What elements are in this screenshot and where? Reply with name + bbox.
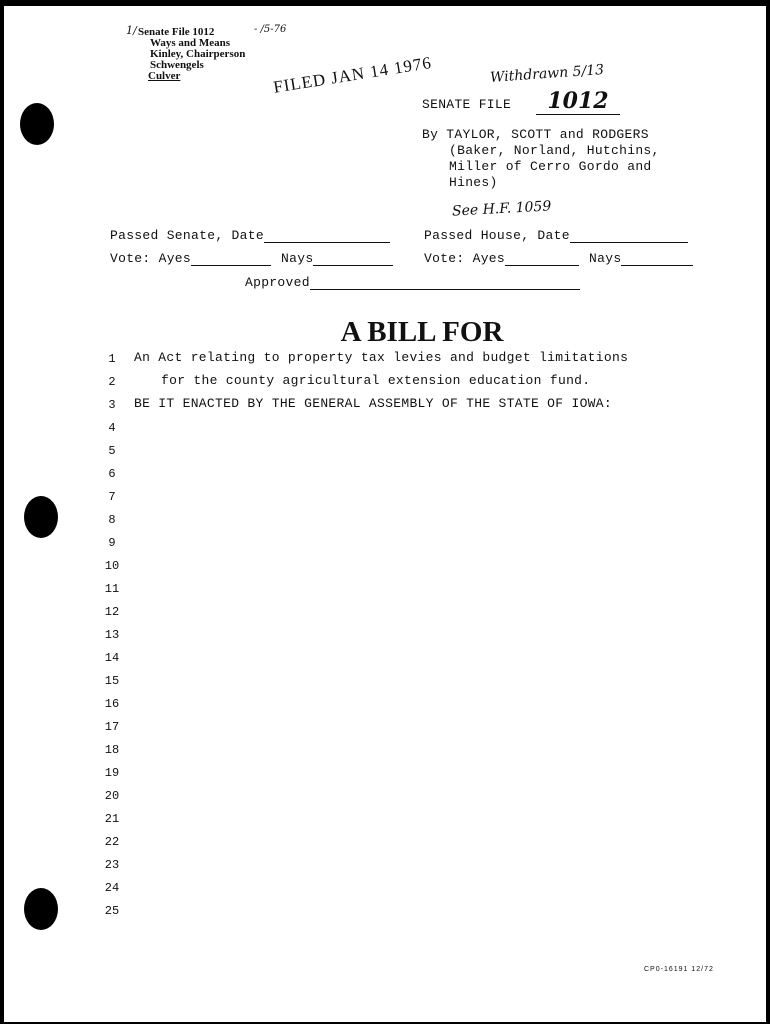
line-number: 17 — [104, 720, 120, 734]
punch-hole — [24, 888, 58, 930]
bill-line: An Act relating to property tax levies and budget limitations — [134, 350, 629, 365]
line-number: 12 — [104, 605, 120, 619]
line-number: 11 — [104, 582, 120, 596]
sponsor-line: Hines) — [449, 175, 498, 190]
line-number: 22 — [104, 835, 120, 849]
line-number: 25 — [104, 904, 120, 918]
sponsor-line: By TAYLOR, SCOTT and RODGERS — [422, 127, 649, 142]
line-number: 3 — [108, 398, 116, 412]
signature-line — [264, 242, 390, 243]
house-nays-label: Nays — [589, 251, 622, 266]
document-page — [4, 6, 766, 1022]
signature-line — [505, 265, 579, 266]
withdrawn-note: Withdrawn 5/13 — [489, 62, 605, 86]
line-number: 18 — [104, 743, 120, 757]
line-number: 10 — [104, 559, 120, 573]
passed-senate-row — [110, 228, 390, 243]
house-vote-row — [424, 251, 693, 266]
committee-name: Ways and Means — [150, 37, 231, 49]
signature-line — [313, 265, 393, 266]
sponsor-line: (Baker, Norland, Hutchins, — [449, 143, 660, 158]
passed-house-label: Passed House, Date — [424, 228, 570, 243]
signature-line — [621, 265, 693, 266]
passed-house-row — [424, 228, 688, 243]
committee-file: Senate File 1012 — [138, 26, 215, 38]
senate-ayes-label: Vote: Ayes — [110, 251, 192, 266]
line-number: 14 — [104, 651, 120, 665]
committee-chair: Kinley, Chairperson — [150, 48, 246, 60]
senate-vote-row — [110, 251, 393, 266]
sponsor-line: Miller of Cerro Gordo and — [449, 159, 652, 174]
line-number: 23 — [104, 858, 120, 872]
line-number: 21 — [104, 812, 120, 826]
house-ayes-label: Vote: Ayes — [424, 251, 506, 266]
signature-line — [191, 265, 271, 266]
senate-file-number: 1012 — [536, 88, 620, 115]
line-number: 8 — [108, 513, 116, 527]
committee-date-note: - /5-76 — [254, 24, 287, 35]
line-number: 19 — [104, 766, 120, 780]
form-code: CP0-16191 12/72 — [644, 966, 714, 973]
prefix-mark: 1/ — [126, 24, 137, 37]
approved-label: Approved — [245, 275, 310, 290]
line-number: 4 — [108, 421, 116, 435]
line-number: 7 — [108, 490, 116, 504]
line-number: 6 — [108, 467, 116, 481]
filed-stamp: FILED JAN 14 1976 — [272, 52, 434, 97]
line-number: 5 — [108, 444, 116, 458]
signature-line — [310, 289, 580, 290]
punch-hole — [24, 496, 58, 538]
approved-row — [245, 275, 580, 290]
bill-heading: A BILL FOR — [340, 316, 504, 348]
line-number: 2 — [108, 375, 116, 389]
senate-nays-label: Nays — [281, 251, 314, 266]
bill-line: for the county agricultural extension education fund. — [161, 373, 591, 388]
committee-member: Schwengels — [150, 59, 204, 71]
line-number: 24 — [104, 881, 120, 895]
line-number: 1 — [108, 352, 116, 366]
see-house-file-note: See H.F. 1059 — [451, 198, 552, 220]
senate-file-label: SENATE FILE — [422, 97, 512, 112]
bill-line: BE IT ENACTED BY THE GENERAL ASSEMBLY OF THE STATE OF IOWA: — [134, 396, 612, 411]
line-number: 15 — [104, 674, 120, 688]
line-number: 16 — [104, 697, 120, 711]
line-number: 20 — [104, 789, 120, 803]
line-number: 13 — [104, 628, 120, 642]
committee-member: Culver — [148, 70, 181, 82]
signature-line — [570, 242, 688, 243]
line-number: 9 — [108, 536, 116, 550]
punch-hole — [20, 103, 54, 145]
passed-senate-label: Passed Senate, Date — [110, 228, 264, 243]
